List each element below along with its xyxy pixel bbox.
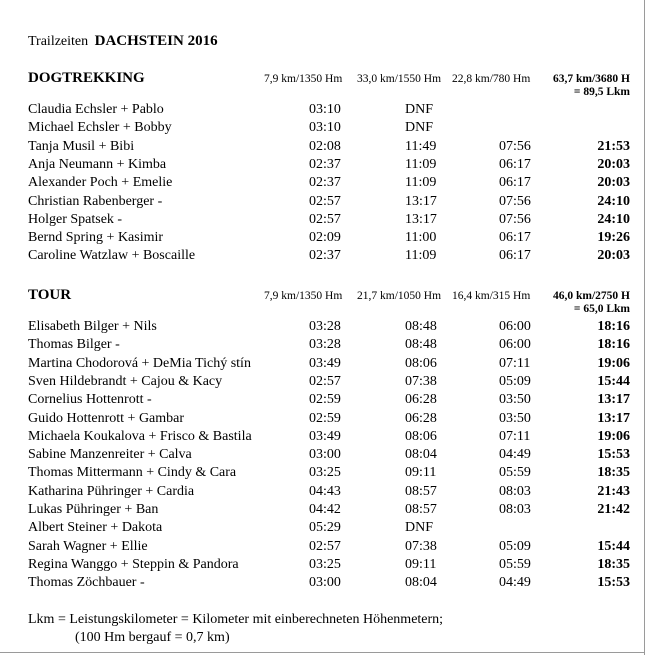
stage-1-time: 02:08	[309, 138, 341, 154]
total-time: 24:10	[597, 211, 630, 227]
table-row	[0, 102, 645, 120]
total-header	[546, 290, 630, 316]
participant-name: Regina Wanggo + Steppin & Pandora	[28, 556, 239, 572]
stage-3-time: 08:03	[499, 502, 531, 517]
stage-3-time: 05:59	[499, 465, 531, 481]
stage-1-time: 02:57	[309, 211, 341, 227]
participant-name: Bernd Spring + Kasimir	[28, 230, 164, 246]
table-row	[0, 502, 645, 520]
stage-3-time: 07:56	[499, 211, 531, 227]
table-row	[0, 319, 645, 337]
stage-2-time: DNF	[405, 520, 434, 536]
total-time: 21:53	[597, 138, 630, 154]
stage-3-time: 05:59	[499, 556, 531, 572]
stage-1-time: 03:28	[309, 337, 341, 353]
stage-header-1: 7,9 km/1350 Hm	[264, 290, 343, 302]
participant-name: Lukas Pühringer + Ban	[28, 502, 159, 517]
participant-name: Sarah Wagner + Ellie	[28, 538, 148, 554]
stage-3-time: 04:49	[499, 575, 531, 591]
total-time: 20:03	[597, 248, 630, 264]
stage-3-time: 05:09	[499, 373, 531, 389]
participant-name: Alexander Poch + Emelie	[28, 175, 173, 191]
total-time: 21:42	[597, 502, 630, 517]
stage-1-time: 03:28	[309, 319, 341, 334]
stage-2-time: DNF	[405, 102, 434, 117]
participant-name: Martina Chodorová + DeMia Tichý stín	[28, 355, 251, 371]
total-time: 15:53	[597, 575, 630, 591]
stage-1-time: 02:37	[309, 156, 341, 172]
participant-name: Anja Neumann + Kimba	[28, 156, 167, 172]
table-row	[0, 120, 645, 138]
stage-3-time: 06:17	[499, 156, 531, 172]
table-row	[0, 411, 645, 429]
total-time: 18:16	[597, 319, 630, 334]
stage-1-time: 04:42	[309, 502, 341, 517]
stage-3-time: 04:49	[499, 447, 531, 463]
stage-1-time: 04:43	[309, 483, 341, 499]
table-row	[0, 520, 645, 538]
title-main: DACHSTEIN 2016	[94, 33, 218, 49]
table-row	[0, 194, 645, 212]
stage-1-time: 03:49	[309, 355, 341, 371]
stage-3-time: 06:17	[499, 230, 531, 246]
stage-1-time: 05:29	[309, 520, 341, 536]
stage-1-time: 03:10	[309, 102, 341, 117]
stage-3-time: 07:56	[499, 138, 531, 154]
stage-3-time: 05:09	[499, 538, 531, 554]
table-row	[0, 139, 645, 157]
participant-name: Katharina Pühringer + Cardia	[28, 483, 195, 499]
table-row	[0, 575, 645, 593]
stage-1-time: 03:25	[309, 556, 341, 572]
stage-2-time: 08:04	[405, 575, 437, 591]
footnote-definition: Lkm = Leistungskilometer = Kilometer mit einberechneten Höhenmetern;	[28, 612, 444, 627]
table-row	[0, 484, 645, 502]
stage-2-time: 06:28	[405, 392, 437, 408]
stage-2-time: 08:57	[405, 502, 437, 517]
stage-1-time: 02:57	[309, 373, 341, 389]
participant-name: Claudia Echsler + Pablo	[28, 102, 164, 117]
stage-2-time: 08:06	[405, 355, 437, 371]
stage-1-time: 03:00	[309, 447, 341, 463]
participant-name: Sabine Manzenreiter + Calva	[28, 447, 192, 463]
stage-1-time: 02:59	[309, 410, 341, 426]
stage-2-time: 08:48	[405, 319, 437, 334]
stage-2-time: 08:48	[405, 337, 437, 353]
total-time: 19:26	[597, 230, 630, 246]
total-time: 20:03	[597, 175, 630, 191]
stage-2-time: 07:38	[405, 373, 437, 389]
total-time: 19:06	[597, 355, 630, 371]
stage-2-time: 09:11	[405, 465, 437, 481]
stage-2-time: 11:09	[405, 175, 437, 191]
participant-name: Michael Echsler + Bobby	[28, 120, 172, 136]
stage-2-time: 08:06	[405, 428, 437, 444]
table-row	[0, 248, 645, 266]
stage-2-time: 11:09	[405, 248, 437, 264]
participant-name: Holger Spatsek -	[28, 211, 123, 227]
total-time: 24:10	[597, 193, 630, 209]
page-bottom-border	[0, 652, 645, 653]
table-row	[0, 212, 645, 230]
stage-3-time: 03:50	[499, 392, 531, 408]
total-time: 18:35	[597, 556, 630, 572]
stage-2-time: 07:38	[405, 538, 437, 554]
stage-1-time: 02:57	[309, 193, 341, 209]
stage-1-time: 02:57	[309, 538, 341, 554]
stage-3-time: 03:50	[499, 410, 531, 426]
participant-name: Thomas Zöchbauer -	[28, 575, 145, 591]
stage-3-time: 06:17	[499, 175, 531, 191]
table-row	[0, 447, 645, 465]
table-row	[0, 539, 645, 557]
participant-name: Caroline Watzlaw + Boscaille	[28, 248, 196, 264]
stage-header-3: 22,8 km/780 Hm	[452, 73, 531, 85]
participant-name: Albert Steiner + Dakota	[28, 520, 163, 536]
stage-1-time: 02:37	[309, 175, 341, 191]
participant-name: Michaela Koukalova + Frisco & Bastila	[28, 428, 252, 444]
stage-1-time: 03:49	[309, 428, 341, 444]
stage-1-time: 03:10	[309, 120, 341, 136]
total-time: 13:17	[597, 392, 630, 408]
footnote-conversion: (100 Hm bergauf = 0,7 km)	[75, 630, 230, 645]
stage-2-time: DNF	[405, 120, 434, 136]
document-title	[28, 33, 218, 50]
stage-2-time: 09:11	[405, 556, 437, 572]
stage-3-time: 06:00	[499, 319, 531, 334]
total-header-distance: 63,7 km/3680 H	[553, 73, 630, 85]
total-header-lkm: = 65,0 Lkm	[573, 303, 630, 315]
stage-1-time: 02:59	[309, 392, 341, 408]
participant-name: Christian Rabenberger -	[28, 193, 163, 209]
participant-name: Thomas Bilger -	[28, 337, 120, 353]
table-row	[0, 230, 645, 248]
total-header-distance: 46,0 km/2750 H	[553, 290, 630, 302]
table-row	[0, 557, 645, 575]
title-prefix: Trailzeiten	[28, 34, 89, 49]
total-time: 21:43	[597, 483, 630, 499]
section-title-dogtrekking: DOGTREKKING	[28, 70, 145, 86]
total-time: 19:06	[597, 428, 630, 444]
total-time: 15:44	[597, 538, 630, 554]
table-row	[0, 374, 645, 392]
total-header	[546, 73, 630, 99]
stage-1-time: 03:00	[309, 575, 341, 591]
stage-2-time: 13:17	[405, 211, 437, 227]
stage-2-time: 13:17	[405, 193, 437, 209]
stage-2-time: 06:28	[405, 410, 437, 426]
stage-2-time: 11:00	[405, 230, 437, 246]
participant-name: Thomas Mittermann + Cindy & Cara	[28, 465, 237, 481]
participant-name: Tanja Musil + Bibi	[28, 138, 135, 154]
total-header-lkm: = 89,5 Lkm	[573, 86, 630, 98]
stage-3-time: 06:00	[499, 337, 531, 353]
total-time: 20:03	[597, 156, 630, 172]
stage-header-3: 16,4 km/315 Hm	[452, 290, 531, 302]
stage-3-time: 07:11	[499, 428, 531, 444]
stage-header-2: 21,7 km/1050 Hm	[357, 290, 442, 302]
total-time: 18:35	[597, 465, 630, 481]
total-time: 13:17	[597, 410, 630, 426]
section-title-tour: TOUR	[28, 287, 72, 303]
stage-3-time: 06:17	[499, 248, 531, 264]
table-row	[0, 392, 645, 410]
stage-2-time: 11:09	[405, 156, 437, 172]
total-time: 18:16	[597, 337, 630, 353]
stage-header-2: 33,0 km/1550 Hm	[357, 73, 442, 85]
stage-3-time: 08:03	[499, 483, 531, 499]
participant-name: Elisabeth Bilger + Nils	[28, 319, 157, 334]
stage-2-time: 08:04	[405, 447, 437, 463]
table-row	[0, 465, 645, 483]
table-row	[0, 157, 645, 175]
table-row	[0, 356, 645, 374]
stage-1-time: 03:25	[309, 465, 341, 481]
stage-3-time: 07:11	[499, 355, 531, 371]
stage-1-time: 02:37	[309, 248, 341, 264]
participant-name: Sven Hildebrandt + Cajou & Kacy	[28, 373, 223, 389]
stage-1-time: 02:09	[309, 230, 341, 246]
stage-2-time: 08:57	[405, 483, 437, 499]
stage-header-1: 7,9 km/1350 Hm	[264, 73, 343, 85]
table-row	[0, 337, 645, 355]
table-row	[0, 429, 645, 447]
stage-2-time: 11:49	[405, 138, 437, 154]
total-time: 15:44	[597, 373, 630, 389]
stage-3-time: 07:56	[499, 193, 531, 209]
participant-name: Guido Hottenrott + Gambar	[28, 410, 185, 426]
table-row	[0, 175, 645, 193]
participant-name: Cornelius Hottenrott -	[28, 392, 152, 408]
total-time: 15:53	[597, 447, 630, 463]
